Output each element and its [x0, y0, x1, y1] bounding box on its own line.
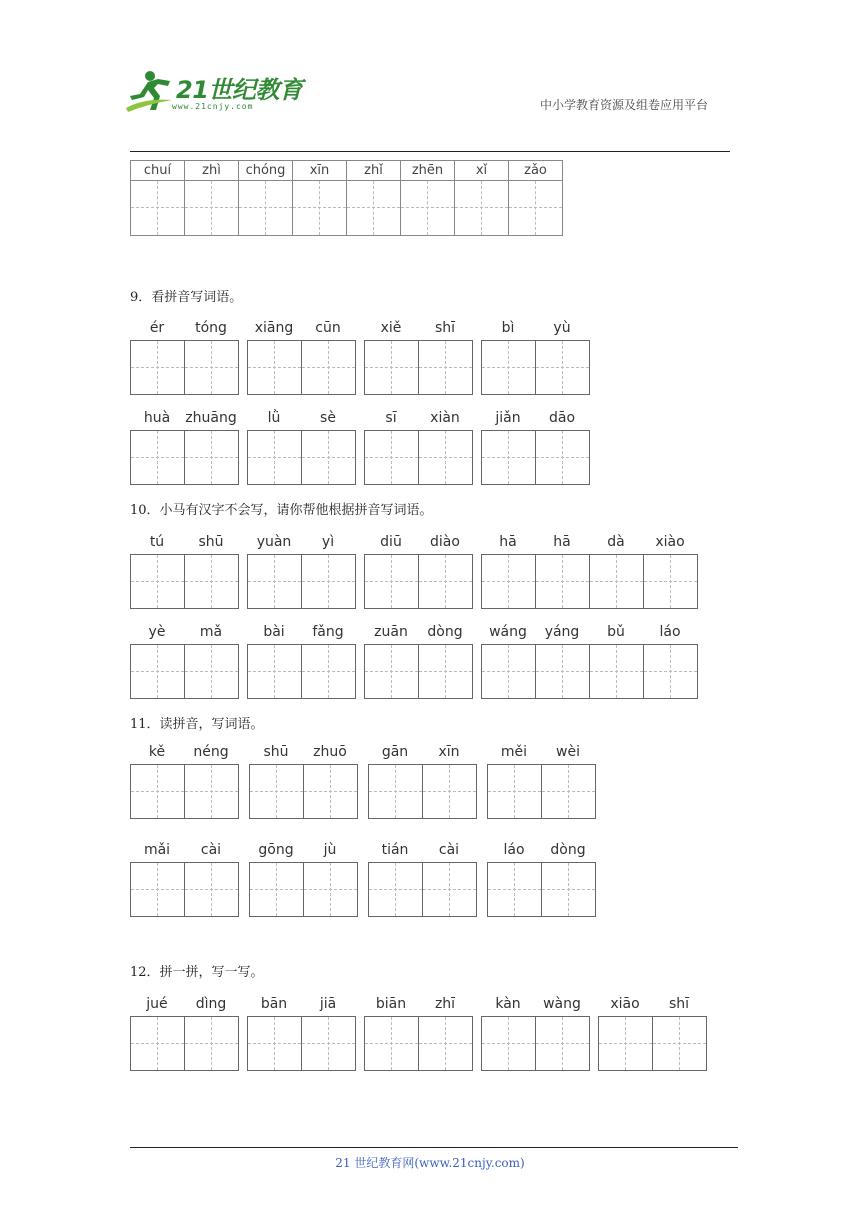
- pinyin-syllable: xiāng: [254, 320, 294, 336]
- pinyin-line: [481, 410, 590, 430]
- tian-grid-boxes: [598, 1016, 707, 1071]
- writing-cell[interactable]: [302, 431, 355, 484]
- word-group: [247, 996, 356, 1071]
- pinyin-line: [130, 996, 239, 1016]
- pinyin-syllable: kě: [148, 744, 166, 760]
- grid-column: [509, 161, 562, 235]
- tian-grid-boxes: [481, 340, 590, 395]
- word-row: [130, 996, 707, 1071]
- platform-label: 中小学教育资源及组卷应用平台: [540, 98, 709, 112]
- grid-column: [401, 161, 455, 235]
- page-header: [0, 0, 860, 160]
- grid-column: [185, 161, 239, 235]
- writing-cell[interactable]: [185, 645, 238, 698]
- pinyin-syllable: bì: [501, 320, 515, 336]
- writing-cell[interactable]: [536, 431, 589, 484]
- pinyin-line: [249, 842, 358, 862]
- pinyin-line: [247, 624, 356, 644]
- tian-grid-boxes: [130, 430, 239, 485]
- tian-grid-boxes: [487, 764, 596, 819]
- writing-cell[interactable]: [590, 645, 644, 698]
- word-group: [368, 744, 477, 819]
- word-group: [481, 996, 590, 1071]
- pinyin-syllable: hā: [553, 534, 571, 550]
- writing-cell[interactable]: [542, 765, 595, 818]
- writing-cell[interactable]: [536, 341, 589, 394]
- pinyin-line: [481, 624, 698, 644]
- grid-column: [455, 161, 509, 235]
- pinyin-syllable: zuān: [374, 624, 408, 640]
- tian-grid-boxes: [247, 554, 356, 609]
- pinyin-syllable: cài: [200, 842, 222, 858]
- tian-grid-boxes: [130, 862, 239, 917]
- header-divider: [130, 151, 730, 152]
- pinyin-line: [481, 534, 698, 554]
- word-group: [481, 410, 590, 485]
- pinyin-syllable: wèi: [556, 744, 580, 760]
- writing-cell[interactable]: [185, 765, 238, 818]
- pinyin-line: [130, 744, 239, 764]
- pinyin-syllable: yáng: [544, 624, 580, 640]
- pinyin-line: [368, 744, 477, 764]
- writing-cell[interactable]: [302, 1017, 355, 1070]
- pinyin-line: [130, 410, 239, 430]
- word-group: [247, 534, 356, 609]
- writing-cell[interactable]: [304, 863, 357, 916]
- pinyin-line: [487, 744, 596, 764]
- word-group: [130, 996, 239, 1071]
- pinyin-line: [481, 996, 590, 1016]
- writing-cell[interactable]: [369, 765, 423, 818]
- writing-cell[interactable]: [419, 1017, 472, 1070]
- writing-cell[interactable]: [185, 181, 238, 235]
- pinyin-syllable: zhī: [434, 996, 456, 1012]
- writing-cell[interactable]: [185, 1017, 238, 1070]
- writing-cell[interactable]: [248, 431, 302, 484]
- pinyin-syllable: jiǎn: [495, 410, 521, 426]
- writing-cell[interactable]: [401, 181, 454, 235]
- writing-cell[interactable]: [482, 431, 536, 484]
- pinyin-label: xīn: [293, 161, 346, 181]
- writing-cell[interactable]: [488, 863, 542, 916]
- tian-grid-boxes: [364, 644, 473, 699]
- writing-cell[interactable]: [482, 645, 536, 698]
- writing-cell[interactable]: [185, 555, 238, 608]
- writing-cell[interactable]: [302, 645, 355, 698]
- logo-text: 21世纪教育: [176, 76, 303, 104]
- footer-text: 21 世纪教育网(www.21cnjy.com): [335, 1156, 525, 1170]
- word-group: [247, 320, 356, 395]
- tian-grid-boxes: [481, 1016, 590, 1071]
- word-group: [249, 744, 358, 819]
- word-row: [130, 410, 590, 485]
- pinyin-label: chóng: [239, 161, 292, 181]
- tian-grid-boxes: [247, 430, 356, 485]
- tian-grid-boxes: [487, 862, 596, 917]
- writing-cell[interactable]: [248, 1017, 302, 1070]
- pinyin-syllable: xiě: [380, 320, 402, 336]
- pinyin-syllable: zhuō: [313, 744, 347, 760]
- writing-cell[interactable]: [653, 1017, 706, 1070]
- grid-column: [347, 161, 401, 235]
- tian-grid-boxes: [364, 340, 473, 395]
- writing-cell[interactable]: [644, 555, 697, 608]
- writing-cell[interactable]: [293, 181, 346, 235]
- pinyin-label: chuí: [131, 161, 184, 181]
- pinyin-syllable: wàng: [543, 996, 581, 1012]
- pinyin-syllable: láo: [659, 624, 681, 640]
- pinyin-syllable: sè: [320, 410, 336, 426]
- pinyin-line: [368, 842, 477, 862]
- writing-cell[interactable]: [131, 341, 185, 394]
- pinyin-line: [247, 410, 356, 430]
- pinyin-syllable: gān: [381, 744, 409, 760]
- pinyin-syllable: huà: [143, 410, 171, 426]
- grid-column: [131, 161, 185, 235]
- writing-cell[interactable]: [419, 341, 472, 394]
- pinyin-syllable: yuàn: [256, 534, 292, 550]
- pinyin-syllable: xiàn: [430, 410, 460, 426]
- word-group: [487, 842, 596, 917]
- tian-grid-boxes: [481, 430, 590, 485]
- writing-cell[interactable]: [250, 863, 304, 916]
- writing-cell[interactable]: [365, 431, 419, 484]
- pinyin-syllable: gōng: [258, 842, 294, 858]
- pinyin-line: [364, 996, 473, 1016]
- writing-cell[interactable]: [185, 341, 238, 394]
- question-title: 9．看拼音写词语。: [130, 290, 243, 305]
- writing-cell[interactable]: [536, 645, 590, 698]
- tian-grid-boxes: [368, 862, 477, 917]
- word-group: [364, 624, 473, 699]
- word-group: [481, 320, 590, 395]
- pinyin-syllable: měi: [500, 744, 528, 760]
- pinyin-syllable: diū: [380, 534, 402, 550]
- word-group: [130, 534, 239, 609]
- pinyin-syllable: zhuāng: [185, 410, 237, 426]
- writing-cell[interactable]: [599, 1017, 653, 1070]
- word-group: [364, 320, 473, 395]
- word-group: [249, 842, 358, 917]
- writing-cell[interactable]: [482, 341, 536, 394]
- writing-cell[interactable]: [365, 645, 419, 698]
- writing-cell[interactable]: [185, 863, 238, 916]
- tian-grid-boxes: [249, 764, 358, 819]
- writing-cell[interactable]: [365, 555, 419, 608]
- tian-grid-boxes: [364, 554, 473, 609]
- pinyin-syllable: diào: [430, 534, 460, 550]
- grid-column: [239, 161, 293, 235]
- word-row: [130, 624, 698, 699]
- writing-cell[interactable]: [536, 555, 590, 608]
- word-row: [130, 320, 590, 395]
- writing-cell[interactable]: [419, 431, 472, 484]
- pinyin-line: [130, 534, 239, 554]
- word-group: [247, 624, 356, 699]
- writing-cell[interactable]: [131, 555, 185, 608]
- pinyin-syllable: láo: [503, 842, 525, 858]
- writing-cell[interactable]: [248, 341, 302, 394]
- tian-grid-boxes: [130, 764, 239, 819]
- writing-cell[interactable]: [347, 181, 400, 235]
- writing-cell[interactable]: [423, 863, 476, 916]
- pinyin-syllable: mǎ: [199, 624, 223, 640]
- writing-cell[interactable]: [131, 181, 184, 235]
- pinyin-syllable: dāo: [548, 410, 576, 426]
- pinyin-syllable: yì: [321, 534, 335, 550]
- pinyin-syllable: dòng: [550, 842, 586, 858]
- pinyin-syllable: tú: [149, 534, 165, 550]
- pinyin-syllable: shī: [668, 996, 690, 1012]
- previous-question-grid: [130, 160, 563, 236]
- tian-grid-boxes: [247, 1016, 356, 1071]
- pinyin-syllable: tóng: [195, 320, 227, 336]
- writing-cell[interactable]: [536, 1017, 589, 1070]
- writing-cell[interactable]: [419, 555, 472, 608]
- pinyin-syllable: cūn: [315, 320, 341, 336]
- word-group: [130, 410, 239, 485]
- word-group: [130, 744, 239, 819]
- pinyin-syllable: dà: [607, 534, 625, 550]
- pinyin-label: zhì: [185, 161, 238, 181]
- word-group: [130, 624, 239, 699]
- pinyin-syllable: bǔ: [607, 624, 625, 640]
- writing-cell[interactable]: [590, 555, 644, 608]
- writing-cell[interactable]: [302, 341, 355, 394]
- writing-cell[interactable]: [304, 765, 357, 818]
- tian-grid-boxes: [130, 1016, 239, 1071]
- question-title: 11．读拼音，写词语。: [130, 717, 264, 732]
- writing-cell[interactable]: [644, 645, 697, 698]
- pinyin-syllable: tián: [381, 842, 409, 858]
- writing-cell[interactable]: [542, 863, 595, 916]
- logo-url: www.21cnjy.com: [172, 102, 254, 111]
- writing-cell[interactable]: [131, 765, 185, 818]
- word-group: [364, 996, 473, 1071]
- footer-divider: [130, 1147, 738, 1148]
- pinyin-syllable: sī: [385, 410, 397, 426]
- tian-grid-boxes: [481, 554, 698, 609]
- question-title: 10．小马有汉字不会写，请你帮他根据拼音写词语。: [130, 503, 433, 518]
- writing-cell[interactable]: [131, 1017, 185, 1070]
- tian-grid-boxes: [130, 644, 239, 699]
- pinyin-line: [364, 410, 473, 430]
- writing-cell[interactable]: [248, 645, 302, 698]
- writing-cell[interactable]: [250, 765, 304, 818]
- pinyin-syllable: mǎi: [143, 842, 171, 858]
- tian-grid-boxes: [130, 554, 239, 609]
- pinyin-syllable: ér: [149, 320, 165, 336]
- tian-grid-boxes: [368, 764, 477, 819]
- pinyin-line: [130, 320, 239, 340]
- word-group: [130, 320, 239, 395]
- question-title: 12．拼一拼，写一写。: [130, 965, 264, 980]
- pinyin-line: [130, 624, 239, 644]
- pinyin-line: [364, 624, 473, 644]
- tian-grid-boxes: [364, 1016, 473, 1071]
- pinyin-syllable: shū: [198, 534, 224, 550]
- writing-cell[interactable]: [131, 645, 185, 698]
- tian-grid-boxes: [364, 430, 473, 485]
- pinyin-syllable: hā: [499, 534, 517, 550]
- writing-cell[interactable]: [423, 765, 476, 818]
- pinyin-syllable: dòng: [427, 624, 463, 640]
- writing-cell[interactable]: [131, 431, 185, 484]
- pinyin-line: [249, 744, 358, 764]
- pinyin-line: [364, 320, 473, 340]
- writing-cell[interactable]: [369, 863, 423, 916]
- tian-grid-boxes: [249, 862, 358, 917]
- tian-grid-boxes: [247, 340, 356, 395]
- word-row: [130, 744, 596, 819]
- tian-grid-boxes: [481, 644, 698, 699]
- tian-grid-boxes: [247, 644, 356, 699]
- pinyin-syllable: bài: [263, 624, 285, 640]
- grid-column: [293, 161, 347, 235]
- pinyin-syllable: yè: [148, 624, 166, 640]
- writing-cell[interactable]: [365, 1017, 419, 1070]
- running-figure-logo-icon: [124, 68, 176, 112]
- word-row: [130, 842, 596, 917]
- pinyin-syllable: yù: [553, 320, 571, 336]
- pinyin-syllable: lǜ: [267, 410, 281, 426]
- writing-cell[interactable]: [455, 181, 508, 235]
- word-group: [487, 744, 596, 819]
- word-group: [598, 996, 707, 1071]
- pinyin-syllable: bān: [260, 996, 288, 1012]
- pinyin-syllable: shī: [434, 320, 456, 336]
- word-group: [130, 842, 239, 917]
- pinyin-line: [247, 996, 356, 1016]
- writing-cell[interactable]: [131, 863, 185, 916]
- writing-cell[interactable]: [239, 181, 292, 235]
- word-group: [247, 410, 356, 485]
- writing-cell[interactable]: [509, 181, 562, 235]
- word-group: [364, 534, 473, 609]
- pinyin-syllable: shū: [263, 744, 289, 760]
- pinyin-syllable: jiā: [319, 996, 337, 1012]
- pinyin-syllable: dìng: [195, 996, 227, 1012]
- pinyin-line: [364, 534, 473, 554]
- writing-cell[interactable]: [482, 555, 536, 608]
- pinyin-syllable: kàn: [495, 996, 521, 1012]
- pinyin-syllable: xiāo: [610, 996, 640, 1012]
- pinyin-syllable: biān: [375, 996, 407, 1012]
- pinyin-syllable: néng: [193, 744, 229, 760]
- pinyin-syllable: jù: [323, 842, 337, 858]
- word-group: [481, 534, 698, 609]
- writing-cell[interactable]: [302, 555, 355, 608]
- writing-cell[interactable]: [365, 341, 419, 394]
- pinyin-line: [247, 534, 356, 554]
- pinyin-label: zhǐ: [347, 161, 400, 181]
- pinyin-syllable: fǎng: [312, 624, 344, 640]
- pinyin-syllable: cài: [438, 842, 460, 858]
- word-group: [368, 842, 477, 917]
- pinyin-label: zǎo: [509, 161, 562, 181]
- pinyin-syllable: xīn: [438, 744, 460, 760]
- pinyin-line: [247, 320, 356, 340]
- pinyin-line: [598, 996, 707, 1016]
- pinyin-syllable: jué: [146, 996, 168, 1012]
- tian-grid-boxes: [130, 340, 239, 395]
- pinyin-line: [130, 842, 239, 862]
- writing-cell[interactable]: [185, 431, 238, 484]
- writing-cell[interactable]: [248, 555, 302, 608]
- pinyin-label: zhēn: [401, 161, 454, 181]
- writing-cell[interactable]: [482, 1017, 536, 1070]
- pinyin-syllable: xiào: [655, 534, 685, 550]
- word-group: [481, 624, 698, 699]
- pinyin-line: [487, 842, 596, 862]
- writing-cell[interactable]: [419, 645, 472, 698]
- pinyin-syllable: wáng: [489, 624, 527, 640]
- writing-cell[interactable]: [488, 765, 542, 818]
- pinyin-label: xǐ: [455, 161, 508, 181]
- pinyin-line: [481, 320, 590, 340]
- word-group: [364, 410, 473, 485]
- word-row: [130, 534, 698, 609]
